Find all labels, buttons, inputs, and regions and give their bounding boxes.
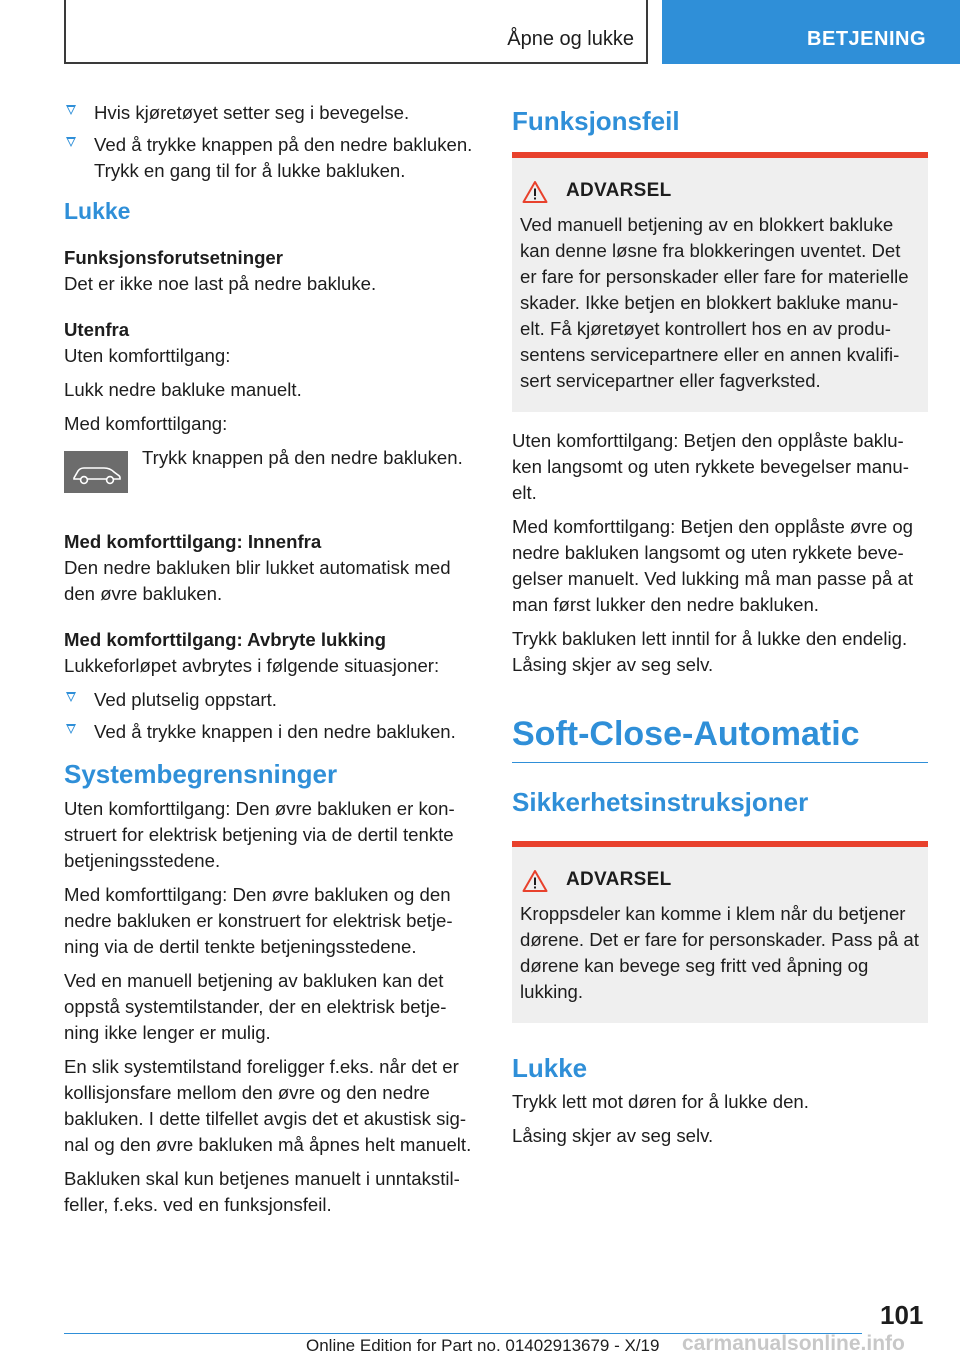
paragraph: Med komforttilgang: Betjen den opplåste øvre og nedre bakluken langsomt og uten rykkete beve-gelser manuelt. Ved lukking må man passe på at man først lukker den nedre bakluken. [512, 516, 914, 615]
header-chapter-tab [64, 0, 648, 64]
paragraph: Uten komforttilgang: Betjen den opplåste baklu-ken langsomt og uten rykkete bevegelser manu-elt. [512, 430, 909, 503]
list-item: Ved plutselig oppstart. [64, 687, 480, 713]
paragraph: Trykk lett mot døren for å lukke den. [512, 1091, 809, 1112]
paragraph: Trykk bakluken lett inntil for å lukke den endelig. Låsing skjer av seg selv. [512, 628, 908, 675]
heading-lukke-door: Lukke [512, 1053, 588, 1083]
warning-box [512, 841, 928, 1023]
paragraph: Med komforttilgang: [64, 413, 228, 434]
subheading-innenfra: Med komforttilgang: Innenfra [64, 531, 322, 552]
paragraph: Lukkeforløpet avbrytes i følgende situasjoner: [64, 655, 440, 676]
icon-instruction-text: Trykk knappen på den nedre bakluken. [142, 447, 463, 468]
paragraph: Låsing skjer av seg selv. [512, 1125, 714, 1146]
footer-edition-text: Online Edition for Part no. 01402913679 - X/19 [306, 1336, 660, 1355]
bullet-list-avbryte [64, 687, 480, 745]
heading-lukke: Lukke [64, 198, 131, 224]
icon-instruction [64, 445, 480, 507]
paragraph: Det er ikke noe last på nedre bakluke. [64, 273, 377, 294]
warning-title: ADVARSEL [566, 180, 672, 201]
footer-watermark: carmanualsonline.info [682, 1332, 905, 1355]
heading-systembegrensninger: Systembegrensninger [64, 759, 338, 789]
paragraph: Uten komforttilgang: Den øvre bakluken er kon-struert for elektrisk betjening via de dertil tenkte betjeningsstedene. [64, 798, 455, 871]
triangle-bullet-icon [66, 105, 76, 115]
page-number: 101 [880, 1300, 924, 1330]
right-column [512, 100, 928, 1157]
paragraph: Uten komforttilgang: [64, 345, 231, 366]
paragraph: Bakluken skal kun betjenes manuelt i unntakstil-feller, f.eks. ved en funksjonsfeil. [64, 1168, 460, 1215]
list-item: Hvis kjøretøyet setter seg i bevegelse. [64, 100, 480, 126]
warning-triangle-icon [522, 180, 548, 204]
list-item: Ved å trykke knappen på den nedre bakluken. Trykk en gang til for å lukke bakluken. [64, 132, 480, 184]
paragraph: En slik systemtilstand foreligger f.eks. når det er kollisjonsfare mellom den øvre og den nedre bakluken. I dette tilfellet avgis det et akustisk sig-nal og den øvre bakluken må åpnes helt manuelt. [64, 1056, 472, 1155]
warning-header [520, 180, 920, 210]
header-section-tab [662, 0, 960, 64]
paragraph: Den nedre bakluken blir lukket automatisk med den øvre bakluken. [64, 557, 451, 604]
subheading-funksjonsforutsetninger: Funksjonsforutsetninger [64, 247, 284, 268]
triangle-bullet-icon [66, 724, 76, 734]
warning-text: Ved manuell betjening av en blokkert bakluke kan denne løsne fra blokkeringen uventet. Det er fare for personskader eller fare for materielle skader. Ikke betjen en blokkert bakluke manu-elt. Få kjøretøyet kontrollert hos en av produ-sentens servicepartnere eller en annen kvalifi-sert servicepartner eller fagverksted. [520, 214, 909, 391]
chapter-title: Åpne og lukke [507, 28, 634, 50]
warning-header [520, 869, 920, 899]
warning-box [512, 152, 928, 412]
paragraph: Med komforttilgang: Den øvre bakluken og den nedre bakluken er konstruert for elektrisk betje-ning via de dertil tenkte betjeningsstedene. [64, 884, 453, 957]
heading-soft-close-automatic: Soft-Close-Automatic [512, 715, 860, 753]
paragraph: Ved en manuell betjening av bakluken kan det oppstå systemtilstander, der en elektrisk betje-ning ikke lenger er mulig. [64, 970, 447, 1043]
list-item: Ved å trykke knappen i den nedre bakluken. [64, 719, 480, 745]
warning-triangle-icon [522, 869, 548, 893]
subheading-utenfra: Utenfra [64, 319, 130, 340]
section-divider [512, 762, 928, 763]
warning-title: ADVARSEL [566, 869, 672, 890]
triangle-bullet-icon [66, 137, 76, 147]
subheading-avbryte: Med komforttilgang: Avbryte lukking [64, 629, 386, 650]
section-label: BETJENING [807, 28, 926, 50]
car-tailgate-icon [64, 451, 128, 493]
paragraph: Lukk nedre bakluke manuelt. [64, 379, 302, 400]
left-column [64, 100, 480, 1226]
heading-sikkerhetsinstruksjoner: Sikkerhetsinstruksjoner [512, 787, 809, 817]
bullet-list-top [64, 100, 480, 184]
triangle-bullet-icon [66, 692, 76, 702]
warning-text: Kroppsdeler kan komme i klem når du betjener dørene. Det er fare for personskader. Pass på at dørene kan bevege seg fritt ved åpning og lukking. [520, 903, 919, 1002]
heading-funksjonsfeil: Funksjonsfeil [512, 106, 680, 136]
